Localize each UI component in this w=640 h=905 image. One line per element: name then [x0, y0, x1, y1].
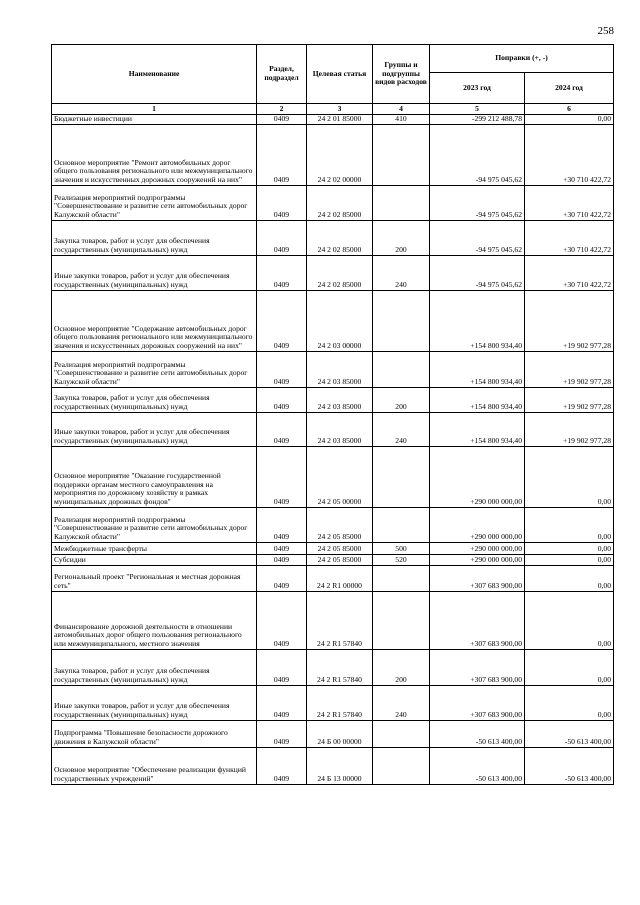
row-amount-2023: -94 975 045,62 — [430, 256, 525, 291]
table-row — [52, 650, 614, 686]
table-row — [52, 413, 614, 447]
row-section: 0409 — [257, 721, 307, 748]
row-section: 0409 — [257, 352, 307, 388]
row-amount-2023: -94 975 045,62 — [430, 186, 525, 221]
table-row — [52, 115, 614, 125]
row-section: 0409 — [257, 555, 307, 566]
header-target: Целевая статья — [307, 45, 373, 104]
row-amount-2024: +19 902 977,28 — [525, 291, 614, 352]
row-amount-2023: +307 683 900,00 — [430, 686, 525, 721]
row-name: Основное мероприятие "Оказание государственной поддержки органам местного самоуправления на мероприятия по дорожному хозяйству в рамках муниципальных дорожных фондов" — [52, 447, 257, 508]
row-group: 240 — [373, 686, 430, 721]
row-section: 0409 — [257, 748, 307, 785]
table-row — [52, 721, 614, 748]
row-target: 24 2 05 85000 — [307, 543, 373, 555]
table-row — [52, 555, 614, 566]
row-name: Финансирование дорожной деятельности в отношении автомобильных дорог общего пользования регионального или межмуниципального, местного значения — [52, 592, 257, 650]
row-target: 24 2 05 00000 — [307, 447, 373, 508]
row-amount-2024: -50 613 400,00 — [525, 748, 614, 785]
row-amount-2023: +154 800 934,40 — [430, 291, 525, 352]
row-amount-2024: +19 902 977,28 — [525, 413, 614, 447]
row-amount-2024: 0,00 — [525, 543, 614, 555]
row-group: 520 — [373, 555, 430, 566]
row-amount-2024: +30 710 422,72 — [525, 256, 614, 291]
header-year-2023: 2023 год — [430, 73, 525, 104]
table-row — [52, 748, 614, 785]
header-groups: Группы и подгруппы видов расходов — [373, 45, 430, 104]
row-amount-2023: +290 000 000,00 — [430, 447, 525, 508]
row-target: 24 2 02 85000 — [307, 186, 373, 221]
row-target: 24 2 R1 57840 — [307, 686, 373, 721]
column-number: 3 — [307, 104, 373, 115]
table-row — [52, 686, 614, 721]
row-name: Иные закупки товаров, работ и услуг для обеспечения государственных (муниципальных) нужд — [52, 413, 257, 447]
row-amount-2023: -94 975 045,62 — [430, 221, 525, 256]
table-body — [52, 115, 614, 785]
row-name: Иные закупки товаров, работ и услуг для обеспечения государственных (муниципальных) нужд — [52, 256, 257, 291]
row-amount-2024: 0,00 — [525, 555, 614, 566]
row-section: 0409 — [257, 291, 307, 352]
row-name: Реализация мероприятий подпрограммы "Совершенствование и развитие сети автомобильных дорог Калужской области" — [52, 508, 257, 543]
row-amount-2023: -299 212 488,78 — [430, 115, 525, 125]
row-section: 0409 — [257, 221, 307, 256]
row-group — [373, 566, 430, 592]
table-row — [52, 543, 614, 555]
row-target: 24 2 R1 57840 — [307, 592, 373, 650]
row-group — [373, 447, 430, 508]
row-target: 24 Б 13 00000 — [307, 748, 373, 785]
table-row — [52, 186, 614, 221]
row-amount-2024: +30 710 422,72 — [525, 125, 614, 186]
header-year-2024: 2024 год — [525, 73, 614, 104]
row-amount-2023: +154 800 934,40 — [430, 388, 525, 413]
row-amount-2023: +290 000 000,00 — [430, 508, 525, 543]
row-amount-2024: +30 710 422,72 — [525, 221, 614, 256]
row-amount-2024: +19 902 977,28 — [525, 388, 614, 413]
row-name: Реализация мероприятий подпрограммы "Совершенствование и развитие сети автомобильных дорог Калужской области" — [52, 352, 257, 388]
header-amendments: Поправки (+, -) — [430, 45, 614, 73]
row-section: 0409 — [257, 650, 307, 686]
row-amount-2024: 0,00 — [525, 115, 614, 125]
row-name: Закупка товаров, работ и услуг для обеспечения государственных (муниципальных) нужд — [52, 388, 257, 413]
row-amount-2023: -94 975 045,62 — [430, 125, 525, 186]
row-target: 24 2 01 85000 — [307, 115, 373, 125]
row-group — [373, 721, 430, 748]
table-row — [52, 566, 614, 592]
table-row — [52, 592, 614, 650]
row-target: 24 2 03 85000 — [307, 388, 373, 413]
row-name: Основное мероприятие "Ремонт автомобильных дорог общего пользования регионального или межмуниципального значения и искусственных дорожных сооружений на них" — [52, 125, 257, 186]
row-name: Закупка товаров, работ и услуг для обеспечения государственных (муниципальных) нужд — [52, 221, 257, 256]
table-row — [52, 125, 614, 186]
column-number: 2 — [257, 104, 307, 115]
row-section: 0409 — [257, 592, 307, 650]
row-group — [373, 291, 430, 352]
table-row — [52, 352, 614, 388]
column-number: 4 — [373, 104, 430, 115]
row-amount-2023: +154 800 934,40 — [430, 352, 525, 388]
row-amount-2024: 0,00 — [525, 447, 614, 508]
row-section: 0409 — [257, 125, 307, 186]
table-row — [52, 447, 614, 508]
row-amount-2023: +290 000 000,00 — [430, 543, 525, 555]
column-number: 6 — [525, 104, 614, 115]
table-row — [52, 256, 614, 291]
row-amount-2023: +307 683 900,00 — [430, 592, 525, 650]
header-name: Наименование — [52, 45, 257, 104]
table-row — [52, 508, 614, 543]
row-amount-2023: +307 683 900,00 — [430, 566, 525, 592]
row-section: 0409 — [257, 413, 307, 447]
table-row — [52, 291, 614, 352]
row-amount-2024: 0,00 — [525, 686, 614, 721]
column-number: 1 — [52, 104, 257, 115]
row-section: 0409 — [257, 447, 307, 508]
row-amount-2023: -50 613 400,00 — [430, 748, 525, 785]
row-target: 24 2 05 85000 — [307, 555, 373, 566]
row-name: Межбюджетные трансферты — [52, 543, 257, 555]
row-section: 0409 — [257, 115, 307, 125]
row-group — [373, 186, 430, 221]
row-group: 500 — [373, 543, 430, 555]
row-name: Основное мероприятие "Обеспечение реализации функций государственных учреждений" — [52, 748, 257, 785]
column-number: 5 — [430, 104, 525, 115]
row-group: 240 — [373, 413, 430, 447]
row-group: 200 — [373, 221, 430, 256]
row-target: 24 Б 00 00000 — [307, 721, 373, 748]
row-target: 24 2 02 85000 — [307, 256, 373, 291]
row-section: 0409 — [257, 256, 307, 291]
row-target: 24 2 R1 00000 — [307, 566, 373, 592]
row-name: Реализация мероприятий подпрограммы "Совершенствование и развитие сети автомобильных дорог Калужской области" — [52, 186, 257, 221]
row-group: 410 — [373, 115, 430, 125]
row-section: 0409 — [257, 508, 307, 543]
row-section: 0409 — [257, 686, 307, 721]
row-group: 200 — [373, 388, 430, 413]
row-amount-2023: +307 683 900,00 — [430, 650, 525, 686]
row-amount-2024: +19 902 977,28 — [525, 352, 614, 388]
row-amount-2024: 0,00 — [525, 592, 614, 650]
row-group — [373, 592, 430, 650]
row-section: 0409 — [257, 186, 307, 221]
row-group — [373, 748, 430, 785]
row-section: 0409 — [257, 566, 307, 592]
row-target: 24 2 03 00000 — [307, 291, 373, 352]
row-name: Закупка товаров, работ и услуг для обеспечения государственных (муниципальных) нужд — [52, 650, 257, 686]
budget-amendments-table — [51, 44, 614, 785]
row-target: 24 2 02 00000 — [307, 125, 373, 186]
row-name: Иные закупки товаров, работ и услуг для обеспечения государственных (муниципальных) нужд — [52, 686, 257, 721]
row-name: Бюджетные инвестиции — [52, 115, 257, 125]
row-target: 24 2 05 85000 — [307, 508, 373, 543]
row-amount-2024: 0,00 — [525, 566, 614, 592]
row-group — [373, 125, 430, 186]
row-target: 24 2 03 85000 — [307, 352, 373, 388]
row-group: 240 — [373, 256, 430, 291]
row-amount-2023: -50 613 400,00 — [430, 721, 525, 748]
row-target: 24 2 02 85000 — [307, 221, 373, 256]
row-group — [373, 352, 430, 388]
row-amount-2024: 0,00 — [525, 508, 614, 543]
row-name: Региональный проект "Региональная и местная дорожная сеть" — [52, 566, 257, 592]
row-amount-2023: +154 800 934,40 — [430, 413, 525, 447]
row-target: 24 2 03 85000 — [307, 413, 373, 447]
row-amount-2024: +30 710 422,72 — [525, 186, 614, 221]
row-group — [373, 508, 430, 543]
row-name: Подпрограмма "Повышение безопасности дорожного движения в Калужской области" — [52, 721, 257, 748]
row-group: 200 — [373, 650, 430, 686]
row-target: 24 2 R1 57840 — [307, 650, 373, 686]
row-amount-2024: -50 613 400,00 — [525, 721, 614, 748]
header-section: Раздел, подраздел — [257, 45, 307, 104]
row-section: 0409 — [257, 388, 307, 413]
row-section: 0409 — [257, 543, 307, 555]
table-row — [52, 388, 614, 413]
row-name: Основное мероприятие "Содержание автомобильных дорог общего пользования регионального или межмуниципального значения и искусственных дорожных сооружений на них" — [52, 291, 257, 352]
row-amount-2024: 0,00 — [525, 650, 614, 686]
table-row — [52, 221, 614, 256]
row-amount-2023: +290 000 000,00 — [430, 555, 525, 566]
page-number: 258 — [597, 25, 614, 37]
row-name: Субсидии — [52, 555, 257, 566]
